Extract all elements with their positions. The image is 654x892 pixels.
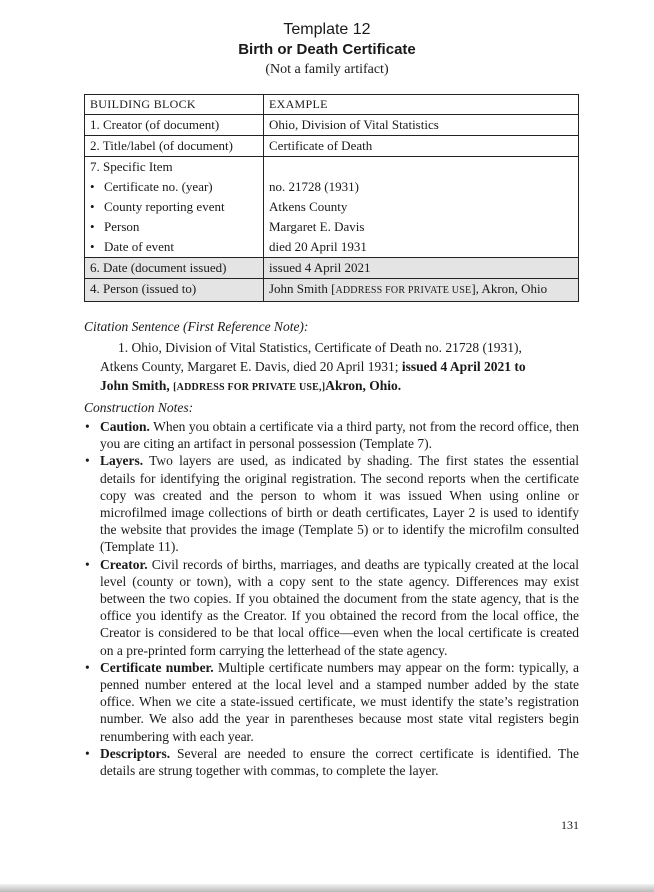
example-specific-item — [264, 157, 579, 258]
block-person: 4. Person (issued to) — [85, 279, 264, 302]
block-creator: 1. Creator (of document) — [85, 115, 264, 136]
bullet-icon — [90, 179, 104, 194]
note-caution: • Caution. When you obtain a certificate via a third party, not from the record office, then you are citing an artifact in personal possession (Template 7). — [84, 418, 579, 452]
bullet-icon — [90, 199, 104, 214]
citation-line: John Smith, [ADDRESS FOR PRIVATE USE,]Akron, Ohio. — [100, 378, 402, 393]
specific-item-value: no. 21728 (1931) — [269, 179, 359, 194]
specific-item-title: 7. Specific Item — [90, 159, 173, 174]
header-building-block: BUILDING BLOCK — [85, 95, 264, 115]
citation-heading: Citation Sentence (First Reference Note): — [84, 319, 309, 334]
block-title: 2. Title/label (of document) — [85, 136, 264, 157]
title-block — [0, 20, 654, 79]
page-bottom-edge — [0, 884, 654, 892]
example-date: issued 4 April 2021 — [264, 258, 579, 279]
page-number: 131 — [561, 818, 579, 832]
block-date: 6. Date (document issued) — [85, 258, 264, 279]
note-layers: • Layers. Two layers are used, as indicated by shading. The first states the essential details for identifying the original registration. The second reports when the certificate copy was created and the person to whom it was issued When using online or microfilmed image collections of birth or death certificates, Layer 2 is used to identify the website that provides the image (Template 5) or to identify the microfilm consulted (Template 11). — [84, 452, 579, 555]
bullet-icon — [90, 219, 104, 234]
template-subtitle: (Not a family artifact) — [265, 62, 389, 77]
table-row — [85, 136, 579, 157]
bullet-icon — [90, 239, 104, 254]
specific-item-value: Atkens County — [269, 199, 348, 214]
template-title: Birth or Death Certificate — [238, 41, 416, 58]
specific-item-value: Margaret E. Davis — [269, 219, 365, 234]
specific-item-label: • County reporting event — [90, 197, 258, 217]
note-certificate-number: • Certificate number. Multiple certificate numbers may appear on the form: typically, a penned number entered at the local level and a stamped number added by the state office. When we cite a state-issued certificate, we must identify the state’s registration number. We also add the year in parentheses because most state vital registers begin renumbering with each year. — [84, 659, 579, 745]
building-block-table — [84, 94, 579, 302]
citation-sentence — [100, 338, 579, 397]
example-title: Certificate of Death — [264, 136, 579, 157]
table-row — [85, 157, 579, 258]
example-person: John Smith [ADDRESS FOR PRIVATE USE], Akron, Ohio — [264, 279, 579, 302]
specific-item-label: • Certificate no. (year) — [90, 177, 258, 197]
header-example: EXAMPLE — [264, 95, 579, 115]
specific-item-value: died 20 April 1931 — [269, 239, 367, 254]
block-specific-item — [85, 157, 264, 258]
table-row — [85, 279, 579, 302]
template-number: Template 12 — [283, 21, 371, 38]
table-row — [85, 115, 579, 136]
citation-line: Atkens County, Margaret E. Davis, died 20 April 1931; issued 4 April 2021 to — [100, 359, 526, 374]
specific-item-label: • Person — [90, 217, 258, 237]
citation-line: 1. Ohio, Division of Vital Statistics, Certificate of Death no. 21728 (1931), — [118, 340, 522, 355]
example-creator: Ohio, Division of Vital Statistics — [264, 115, 579, 136]
table-row — [85, 258, 579, 279]
construction-notes — [84, 418, 579, 779]
specific-item-label: • Date of event — [90, 237, 258, 257]
note-creator: • Creator. Civil records of births, marriages, and deaths are typically created at the local level (county or town), with a copy sent to the state agency. Differences may exist between the two copies. If you obtained the document from the state agency, that is the office you identify as the Creator. If you obtained the record from the local office, the Creator is considered to be that local office—even when the local certificate is created on a pre-printed form carrying the letterhead of the state agency. — [84, 556, 579, 659]
table-header-row — [85, 95, 579, 115]
construction-notes-heading: Construction Notes: — [84, 400, 194, 415]
note-descriptors: • Descriptors. Several are needed to ensure the correct certificate is identified. The details are strung together with commas, to complete the layer. — [84, 745, 579, 779]
